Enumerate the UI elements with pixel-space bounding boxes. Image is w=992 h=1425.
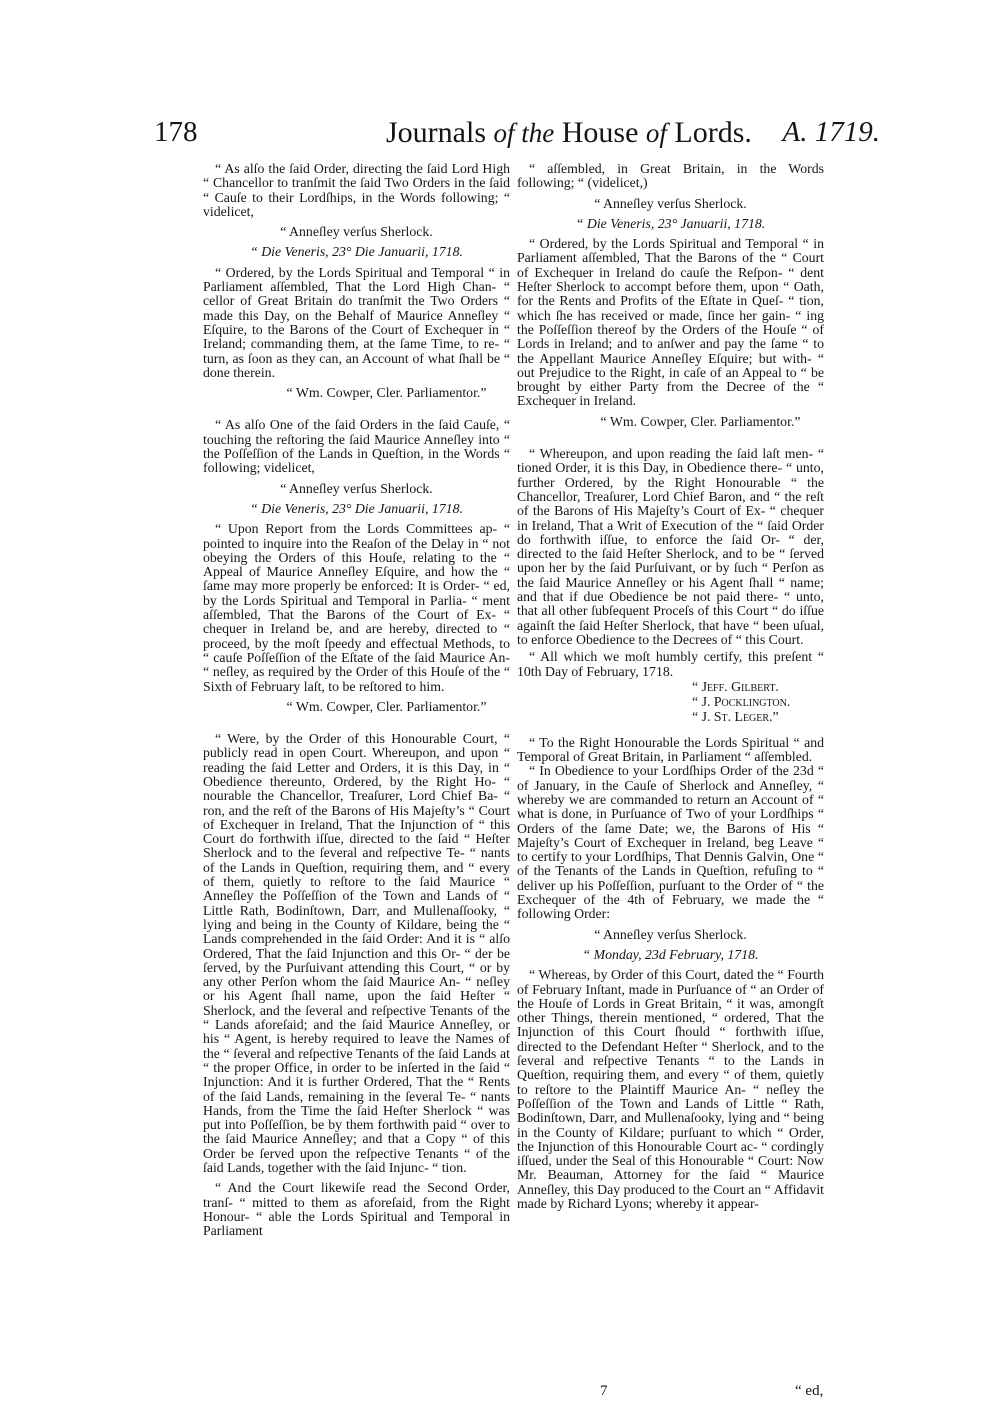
clerk-signature: “ Wm. Cowper, Cler. Parliamentor.” xyxy=(600,413,801,429)
running-head xyxy=(386,116,752,150)
catchword: “ ed, xyxy=(795,1383,824,1399)
paragraph: “ Ordered, by the Lords Spiritual and Temporal “ in Parliament aſſembled, That the Lord High Chan- “ cellor of Great Britain do tranſmit the Two Orders “ made this Day, on the Behalf of Maurice Anneſley “ Eſquire, to the Barons of the Court of Exchequer in “ Ireland; commanding them, at the ſame Time, to re- “ turn, as ſoon as they can, an Account of what ſhall be “ done therein. xyxy=(203,264,510,380)
left-column xyxy=(203,162,510,1238)
date-heading: “ Die Veneris, 23° Die Januarii, 1718. xyxy=(250,244,463,260)
paragraph: “ As alſo the ſaid Order, directing the ſaid Lord High “ Chancellor to tranſmit the ſaid Two Orders in the ſaid “ Cauſe to their Lordſhips, in the Words following; “ videlicet, xyxy=(203,161,510,219)
baron-signature: “ Jeff. Gilbert. xyxy=(692,678,779,694)
paragraph: “ All which we moſt humbly certify, this preſent “ 10th Day of February, 1718. xyxy=(517,649,824,679)
paragraph: “ Whereupon, and upon reading the ſaid laſt men- “ tioned Order, it is this Day, in Obedience there- “ unto, further Ordered, by the Right Honourable “ the Chancellor, Treaſurer, Lord Chief Baron, and “ the reſt of the Barons of His Majeſty’s Court of Ex- “ chequer in Ireland, That a Writ of Execution of the “ ſaid Order do forthwith iſſue, to enforce the ſaid Or- “ der, directed to the ſaid Heſter Sherlock, and to be “ ſerved upon her by the ſaid Purſuivant, or by ſuch “ Perſon as the ſaid Maurice Anneſley or his Agent ſhall “ name; and that if due Obedience be not paid there- “ unto, that all other ſubſequent Proceſs of this Court “ do iſſue againſt the ſaid Heſter Sherlock, that have “ been uſual, to enforce Obedience to the Decrees of “ this Court. xyxy=(517,446,824,647)
paragraph: “ Upon Report from the Lords Committees ap- “ pointed to inquire into the Reaſon of the Delay in “ not obeying the Orders of this Houſe, relating to the “ Appeal of Maurice Anneſley Eſquire, and how the “ ſame may more properly be enforced: It is Order- “ ed, by the Lords Spiritual and Temporal in Parlia- “ ment aſſembled, That the Barons of the Court of Ex- “ chequer in Ireland be, and are hereby, directed to “ proceed, by the moſt ſpeedy and effectual Methods, to “ cauſe Poſſeſſion of the Eſtate of the ſaid Maurice An- “ neſley, as required by the Order of this Houſe of the “ Sixth of February laſt, to be reſtored to him. xyxy=(203,521,510,694)
running-head-journals: Journals xyxy=(386,116,486,149)
case-heading: “ Anneſley verſus Sherlock. xyxy=(594,926,747,942)
running-head-house: House xyxy=(561,116,639,149)
paragraph: “ aſſembled, in Great Britain, in the Words following; “ (videlicet,) xyxy=(517,161,824,191)
case-heading: “ Anneſley verſus Sherlock. xyxy=(280,480,433,496)
paragraph: “ And the Court likewiſe read the Second Order, tranſ- “ mitted to them as aforeſaid, from the Right Honour- “ able the Lords Spiritual and Temporal in Parliament xyxy=(203,1180,510,1239)
paragraph: “ Ordered, by the Lords Spiritual and Temporal “ in Parliament aſſembled, That the Barons of the “ Court of Exchequer in Ireland do cauſe the Reſpon- “ dent Heſter Sherlock to accompt before them, upon “ Oath, for the Rents and Profits of the Eſtate in Queſ- “ tion, which ſhe has received or made, ſince her gain- “ ing the Poſſeſſion thereof by the Orders of the Houſe “ of Lords in Ireland; and to anſwer and pay the ſame “ to the Appellant Maurice Anneſley Eſquire; but with- “ out Prejudice to the Right, in caſe of an Appeal to “ be brought by either Party from the Decree of the “ Exchequer in Ireland. xyxy=(517,236,824,409)
paragraph: “ In Obedience to your Lordſhips Order of the 23d “ of January, in the Cauſe of Sherlock and Anneſley, “ whereby we are commanded to return an Account of “ what is done, in Purſuance of Two of your Lordſhips “ Orders of the ſame Date; we, the Barons of His “ Majeſty’s Court of Exchequer in Ireland, beg Leave “ to certify to your Lordſhips, That Dennis Galvin, One “ of the Tenants of the Lands in Queſtion, refuſing to “ deliver up his Poſſeſſion, purſuant to the Order of “ the Exchequer of the 4th of February, we made the “ following Order: xyxy=(517,763,824,922)
case-heading: “ Anneſley verſus Sherlock. xyxy=(594,195,747,211)
running-head-of-the: of the xyxy=(493,118,555,148)
year: A. 1719. xyxy=(782,116,880,148)
paragraph: “ As alſo One of the ſaid Orders in the ſaid Cauſe, “ touching the reſtoring the ſaid Maurice Anneſley into “ the Poſſeſſion of the Lands in Queſtion, in the Words “ following; videlicet, xyxy=(203,417,510,476)
date-heading: “ Die Veneris, 23° Die Januarii, 1718. xyxy=(250,500,463,516)
running-head-of: of xyxy=(645,118,667,148)
baron-signature: “ J. St. Leger.” xyxy=(692,708,779,724)
clerk-signature: “ Wm. Cowper, Cler. Parliamentor.” xyxy=(286,385,487,401)
baron-signature: “ J. Pocklington. xyxy=(692,693,791,709)
right-column xyxy=(517,162,824,1211)
paragraph: “ Whereas, by Order of this Court, dated the “ Fourth of February Inſtant, made in Purſuance of “ an Order of the Houſe of Lords in Great Britain, “ it was, amongſt other Things, therein mentioned, “ ordered, That the Injunction of this Court ſhould “ forthwith iſſue, directed to the Defendant Heſter “ Sherlock, and to the ſeveral and reſpective Tenants “ to the Lands in Queſtion, requiring them, and every “ of them, quietly to reſtore to the Plaintiff Maurice An- “ neſley the Poſſeſſion of the Town and Lands of Little “ Rath, Bodinſtown, Darr, and Mullenaſooky, lying and “ being in the County of Kildare; purſuant to which “ Order, the Injunction of this Honourable Court ac- “ cordingly iſſued, under the Seal of this Honourable “ Court: Now Mr. Beauman, Attorney for the ſaid “ Maurice Anneſley, this Day produced to the Court an “ Affidavit made by Richard Lyons; whereby it appear- xyxy=(517,967,824,1211)
running-head-lords: Lords. xyxy=(674,116,752,149)
date-heading: “ Die Veneris, 23° Januarii, 1718. xyxy=(575,215,766,231)
date-heading: “ Monday, 23d February, 1718. xyxy=(582,946,759,962)
case-heading: “ Anneſley verſus Sherlock. xyxy=(280,224,433,240)
paragraph: “ Were, by the Order of this Honourable Court, “ publicly read in open Court. Whereupon, and upon “ reading the ſaid Letter and Orders, it is this Day, in “ Obedience thereunto, Ordered, by the Right Ho- “ nourable the Chancellor, Treaſurer, Lord Chief Ba- “ ron, and the reſt of the Barons of His Majeſty’s “ Court of Exchequer in Ireland, That the Injunction of “ this Court do forthwith iſſue, directed to the ſaid “ Heſter Sherlock and to the ſeveral and reſpective Te- “ nants of the Lands in Queſtion, requiring them, and “ every of them, quietly to reſtore to the ſaid Maurice “ Anneſley the Poſſeſſion of the Town and Lands of “ Little Rath, Bodinſtown, Darr, and Mullenaſſooky, “ lying and being in the County of Kildare, being the “ Lands comprehended in the ſaid Order: And it is “ alſo Ordered, That the ſaid Injunction and this Or- “ der be ſerved, by the Purſuivant attending this Court, “ or by any other Perſon whom the ſaid Maurice An- “ neſley or his Agent ſhall name, upon the ſaid Heſter “ Sherlock, and the ſeveral and reſpective Tenants of the “ Lands aforeſaid; and the ſaid Maurice Anneſley, or his “ Agent, is hereby required to leave the Names of the “ ſeveral and reſpective Tenants of the ſaid Lands at “ the proper Office, in order to be inſerted in the ſaid “ Injunction: And it is further Ordered, That the “ Rents of the ſaid Lands, remaining in the ſeveral Te- “ nants Hands, from the Time the ſaid Heſter Sherlock “ was put into Poſſeſſion, be by them forthwith paid “ over to the ſaid Maurice Anneſley; and that a Copy “ of this Order be ſerved upon the reſpective Tenants “ of the ſaid Lands, together with the ſaid Injunc- “ tion. xyxy=(203,731,510,1175)
page-header xyxy=(154,116,880,160)
signature-mark: 7 xyxy=(600,1383,608,1399)
page-number: 178 xyxy=(154,116,198,148)
clerk-signature: “ Wm. Cowper, Cler. Parliamentor.” xyxy=(286,698,487,714)
address-paragraph: “ To the Right Honourable the Lords Spiritual “ and Temporal of Great Britain, in Parliament “ aſſembled. xyxy=(517,734,824,765)
